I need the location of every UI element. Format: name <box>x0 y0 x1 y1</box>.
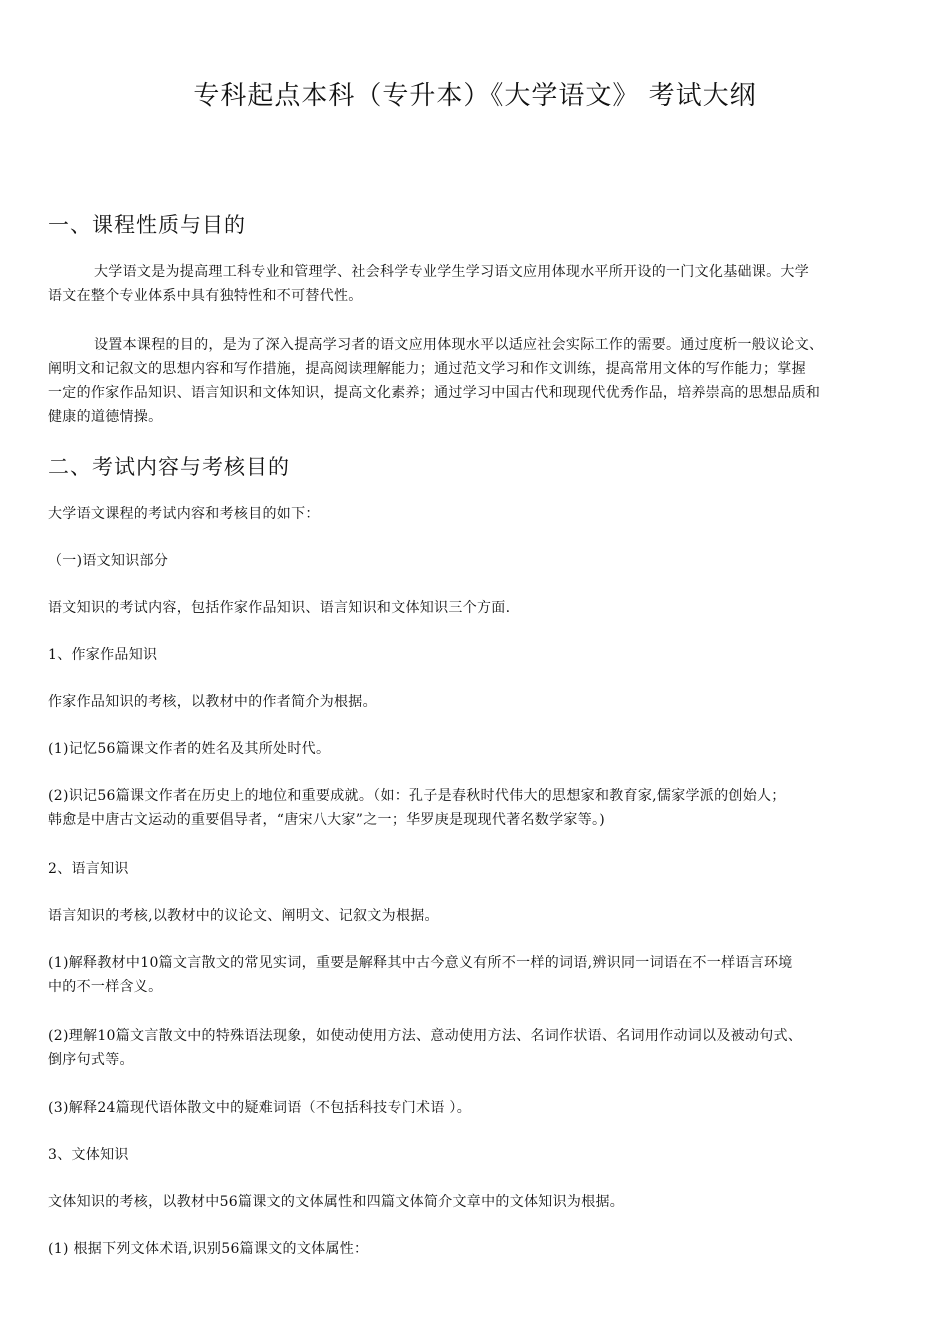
text-line: 3、文体知识 <box>48 1147 129 1163</box>
paragraph-line: (2)理解10篇文言散文中的特殊语法现象，如使动使用方法、意动使用方法、名词作状语、名词用作动词以及被动句式、 <box>48 1028 803 1044</box>
paragraph-line: 健康的道德情操。 <box>48 409 163 425</box>
text-line: （一)语文知识部分 <box>48 553 169 569</box>
paragraph-line: 大学语文是为提高理工科专业和管理学、社会科学专业学生学习语文应用体现水平所开设的一门文化基础课。大学 <box>94 264 809 280</box>
paragraph-item <box>48 951 908 999</box>
paragraph-item <box>48 1024 908 1072</box>
paragraph-line: 中的不一样含义。 <box>48 979 163 995</box>
text-line: 文体知识的考核，以教材中56篇课文的文体属性和四篇文体简介文章中的文体知识为根据。 <box>48 1194 625 1210</box>
paragraph-line: 一定的作家作品知识、语言知识和文体知识，提高文化素养；通过学习中国古代和现现代优秀作品，培养崇高的思想品质和 <box>48 385 821 401</box>
text-line: 2、语言知识 <box>48 861 129 877</box>
text-line: (3)解释24篇现代语体散文中的疑难词语（不包括科技专门术语 ）。 <box>48 1100 471 1116</box>
text-line: (1) 根据下列文体术语,识别56篇课文的文体属性： <box>48 1241 369 1257</box>
text-line: 1、作家作品知识 <box>48 647 158 663</box>
text-line: 作家作品知识的考核，以教材中的作者简介为根据。 <box>48 694 377 710</box>
paragraph-item <box>48 784 908 832</box>
paragraph-line: (2)识记56篇课文作者在历史上的地位和重要成就。（如：孔子是春秋时代伟大的思想家和教育家,儒家学派的创始人； <box>48 788 786 804</box>
text-line: (1)记忆56篇课文作者的姓名及其所处时代。 <box>48 741 331 757</box>
text-line: 语言知识的考核,以教材中的议论文、阐明文、记叙文为根据。 <box>48 908 439 924</box>
text-line: 语文知识的考试内容，包括作家作品知识、语言知识和文体知识三个方面. <box>48 600 511 616</box>
text-line: 大学语文课程的考试内容和考核目的如下： <box>48 506 320 522</box>
paragraph-line: 倒序句式等。 <box>48 1052 134 1068</box>
paragraph-course-purpose <box>48 333 908 429</box>
paragraph-course-nature <box>48 260 908 308</box>
paragraph-line: 韩愈是中唐古文运动的重要倡导者，“唐宋八大家”之一；华罗庚是现现代著名数学家等。) <box>48 812 606 828</box>
paragraph-line: (1)解释教材中10篇文言散文的常见实词，重要是解释其中古今意义有所不一样的词语,辨识同一词语在不一样语言环境 <box>48 955 793 971</box>
document-title: 专科起点本科（专升本）《大学语文》 考试大纲 <box>193 81 757 111</box>
section-heading-2: 二、考试内容与考核目的 <box>48 455 290 479</box>
paragraph-line: 设置本课程的目的，是为了深入提高学习者的语文应用体现水平以适应社会实际工作的需要。通过度析一般议论文、 <box>94 337 824 353</box>
section-heading-1: 一、课程性质与目的 <box>48 213 246 237</box>
paragraph-line: 阐明文和记叙文的思想内容和写作措施，提高阅读理解能力；通过范文学习和作文训练，提高常用文体的写作能力；掌握 <box>48 361 806 377</box>
paragraph-line: 语文在整个专业体系中具有独特性和不可替代性。 <box>48 288 363 304</box>
